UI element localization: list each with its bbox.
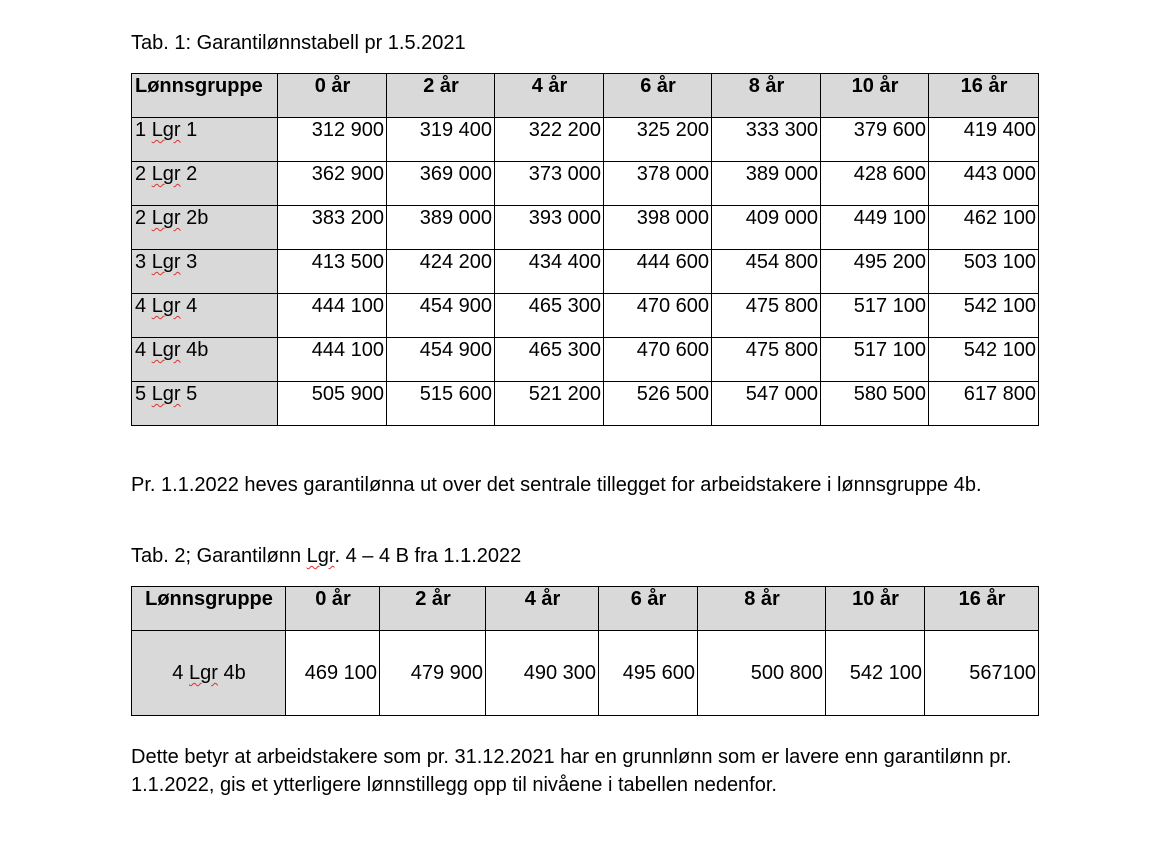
table2-header-row <box>132 587 1039 631</box>
salary-table-2021 <box>131 73 1039 426</box>
header-4-ar: 4 år <box>486 587 599 631</box>
row-group-suffix: 2 <box>180 163 198 185</box>
cell-value: 462 100 <box>929 206 1039 250</box>
row-label <box>132 631 286 716</box>
row-group-number: 2 <box>135 207 147 229</box>
table-row <box>132 294 1039 338</box>
table1-caption: Tab. 1: Garantilønnstabell pr 1.5.2021 <box>131 32 466 54</box>
lgr-abbrev: Lgr <box>151 251 181 273</box>
lgr-abbrev: Lgr <box>151 163 181 185</box>
cell-value: 413 500 <box>278 250 387 294</box>
table-row <box>132 206 1039 250</box>
table-row <box>132 382 1039 426</box>
row-label <box>132 162 278 206</box>
table-row <box>132 162 1039 206</box>
header-8-ar: 8 år <box>712 74 821 118</box>
cell-value: 500 800 <box>698 631 826 716</box>
row-group-suffix: 5 <box>180 383 198 405</box>
cell-value: 526 500 <box>604 382 712 426</box>
cell-value: 567100 <box>925 631 1039 716</box>
cell-value: 542 100 <box>826 631 925 716</box>
header-0-ar: 0 år <box>286 587 380 631</box>
header-16-ar: 16 år <box>925 587 1039 631</box>
row-label <box>132 382 278 426</box>
cell-value: 312 900 <box>278 118 387 162</box>
cell-value: 517 100 <box>821 294 929 338</box>
cell-value: 454 900 <box>387 294 495 338</box>
row-group-number: 4 <box>135 339 147 361</box>
header-10-ar: 10 år <box>821 74 929 118</box>
cell-value: 369 000 <box>387 162 495 206</box>
cell-value: 517 100 <box>821 338 929 382</box>
cell-value: 322 200 <box>495 118 604 162</box>
table-row <box>132 631 1039 716</box>
cell-value: 419 400 <box>929 118 1039 162</box>
header-2-ar: 2 år <box>387 74 495 118</box>
cell-value: 444 600 <box>604 250 712 294</box>
cell-value: 479 900 <box>380 631 486 716</box>
cell-value: 475 800 <box>712 338 821 382</box>
cell-value: 389 000 <box>712 162 821 206</box>
header-lonnsgruppe: Lønnsgruppe <box>132 74 278 118</box>
paragraph-increase-note: Pr. 1.1.2022 heves garantilønna ut over det sentrale tillegget for arbeidstakere i lønnsgruppe 4b. <box>131 474 982 496</box>
cell-value: 495 600 <box>599 631 698 716</box>
cell-value: 454 900 <box>387 338 495 382</box>
header-lonnsgruppe: Lønnsgruppe <box>132 587 286 631</box>
lgr-abbrev: Lgr <box>151 207 181 229</box>
cell-value: 580 500 <box>821 382 929 426</box>
salary-table-2022 <box>131 586 1039 716</box>
cell-value: 470 600 <box>604 338 712 382</box>
row-group-suffix: 4 <box>180 295 198 317</box>
table-row <box>132 250 1039 294</box>
row-group-number: 5 <box>135 383 147 405</box>
cell-value: 503 100 <box>929 250 1039 294</box>
cell-value: 505 900 <box>278 382 387 426</box>
row-group-suffix: 3 <box>180 251 198 273</box>
cell-value: 443 000 <box>929 162 1039 206</box>
header-0-ar: 0 år <box>278 74 387 118</box>
row-group-suffix: 1 <box>180 119 198 141</box>
row-label <box>132 118 278 162</box>
row-group-number: 1 <box>135 119 147 141</box>
cell-value: 389 000 <box>387 206 495 250</box>
cell-value: 428 600 <box>821 162 929 206</box>
lgr-abbrev: Lgr <box>151 295 181 317</box>
cell-value: 434 400 <box>495 250 604 294</box>
lgr-abbrev: Lgr <box>151 339 181 361</box>
cell-value: 617 800 <box>929 382 1039 426</box>
lgr-abbrev: Lgr <box>188 662 218 684</box>
cell-value: 465 300 <box>495 294 604 338</box>
cell-value: 542 100 <box>929 294 1039 338</box>
lgr-abbrev: Lgr <box>151 119 181 141</box>
row-group-number: 4 <box>135 295 147 317</box>
table2-caption-suffix: . 4 – 4 B fra 1.1.2022 <box>334 545 522 567</box>
cell-value: 521 200 <box>495 382 604 426</box>
row-label <box>132 294 278 338</box>
lgr-abbrev: Lgr <box>151 383 181 405</box>
cell-value: 465 300 <box>495 338 604 382</box>
cell-value: 383 200 <box>278 206 387 250</box>
row-label <box>132 250 278 294</box>
row-label <box>132 206 278 250</box>
table2-caption-prefix: Tab. 2; Garantilønn <box>131 545 307 567</box>
cell-value: 398 000 <box>604 206 712 250</box>
paragraph-explanation: Dette betyr at arbeidstakere som pr. 31.12.2021 har en grunnlønn som er lavere enn garantilønn pr. 1.1.2022, gis et ytterligere lønnstillegg opp til nivåene i tabellen nedenfor. <box>131 746 1012 796</box>
cell-value: 449 100 <box>821 206 929 250</box>
row-group-number: 4 <box>172 662 184 684</box>
header-16-ar: 16 år <box>929 74 1039 118</box>
cell-value: 444 100 <box>278 338 387 382</box>
header-8-ar: 8 år <box>698 587 826 631</box>
row-label <box>132 338 278 382</box>
cell-value: 362 900 <box>278 162 387 206</box>
table2-caption <box>131 544 521 568</box>
cell-value: 495 200 <box>821 250 929 294</box>
cell-value: 515 600 <box>387 382 495 426</box>
table-row <box>132 338 1039 382</box>
cell-value: 469 100 <box>286 631 380 716</box>
header-10-ar: 10 år <box>826 587 925 631</box>
table1-header-row <box>132 74 1039 118</box>
cell-value: 547 000 <box>712 382 821 426</box>
header-6-ar: 6 år <box>604 74 712 118</box>
cell-value: 475 800 <box>712 294 821 338</box>
row-group-suffix: 4b <box>217 662 246 684</box>
cell-value: 378 000 <box>604 162 712 206</box>
cell-value: 333 300 <box>712 118 821 162</box>
cell-value: 373 000 <box>495 162 604 206</box>
header-2-ar: 2 år <box>380 587 486 631</box>
cell-value: 393 000 <box>495 206 604 250</box>
lgr-abbrev: Lgr <box>306 545 335 567</box>
row-group-number: 2 <box>135 163 147 185</box>
cell-value: 319 400 <box>387 118 495 162</box>
header-4-ar: 4 år <box>495 74 604 118</box>
cell-value: 490 300 <box>486 631 599 716</box>
cell-value: 409 000 <box>712 206 821 250</box>
header-6-ar: 6 år <box>599 587 698 631</box>
cell-value: 454 800 <box>712 250 821 294</box>
cell-value: 379 600 <box>821 118 929 162</box>
table-row <box>132 118 1039 162</box>
row-group-suffix: 4b <box>180 339 209 361</box>
cell-value: 424 200 <box>387 250 495 294</box>
row-group-suffix: 2b <box>180 207 209 229</box>
cell-value: 470 600 <box>604 294 712 338</box>
cell-value: 444 100 <box>278 294 387 338</box>
cell-value: 325 200 <box>604 118 712 162</box>
row-group-number: 3 <box>135 251 147 273</box>
cell-value: 542 100 <box>929 338 1039 382</box>
